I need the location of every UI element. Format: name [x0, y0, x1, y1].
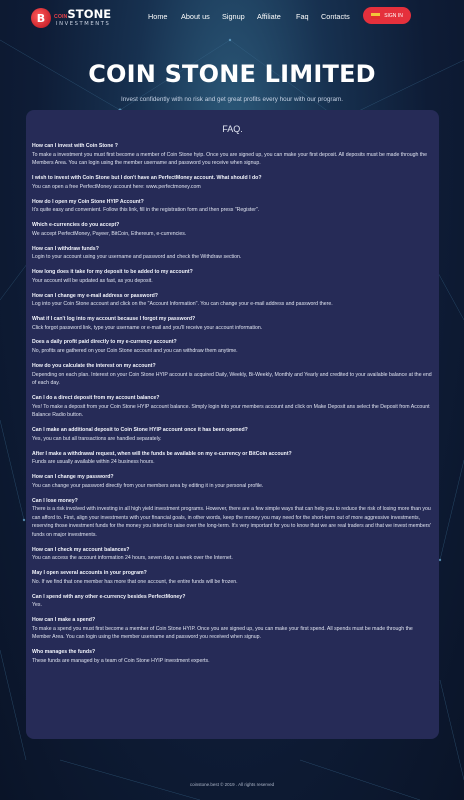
faq-question: Which e-currencies do you accept?: [32, 222, 120, 229]
faq-item: [32, 268, 433, 285]
faq-question: Can I spend with any other e-currency besides PerfectMoney?: [32, 593, 186, 600]
top-navigation: [0, 0, 464, 32]
nav-contacts-link[interactable]: Contacts: [321, 12, 350, 21]
faq-answer: Log into your Coin Stone account and click on the "Account Information". You can change your e-mail address and password there.: [32, 301, 333, 308]
faq-item: [32, 450, 433, 467]
faq-question: Does a daily profit paid directly to my e-currency account?: [32, 339, 177, 346]
faq-item: [32, 338, 433, 355]
faq-answer: You can change your password directly from your members area by editing it in your personal profile.: [32, 482, 264, 489]
faq-question: Can I make an additional deposit to Coin Stone HYIP account once it has been opened?: [32, 427, 248, 434]
nav-affiliate-link[interactable]: Affiliate: [257, 12, 281, 21]
faq-item: [32, 593, 433, 610]
faq-question: How can I make a spend?: [32, 617, 96, 624]
faq-answer: To make a investment you must first become a member of Coin Stone hyip. Once you are signed up, you can make your first deposit. All deposits must be made through the Members Area. You can login using the member username and password you receive when signup.: [32, 151, 428, 167]
faq-item: [32, 292, 433, 309]
faq-question: What if I can't log into my account because I forgot my password?: [32, 315, 196, 322]
faq-answer-text: You can open a free PerfectMoney account here: www.perfectmoney.com: [32, 183, 201, 190]
faq-answer: Yes.: [32, 602, 42, 609]
faq-answer: Depending on each plan. Interest on your Coin Stone HYIP account is acquired Daily, Weekly, Bi-Weekly, Monthly and Yearly and credited to your available balance at the end of each day.: [32, 371, 432, 387]
faq-answer: [32, 183, 433, 192]
faq-question: How do I open my Coin Stone HYIP Account?: [32, 198, 144, 205]
nav-about-link[interactable]: About us: [181, 12, 210, 21]
faq-answer: Yes! To make a deposit from your Coin Stone HYIP account balance. Simply login into your members account and click on Make Deposit ans select the Deposit from Account Balance Radio button.: [32, 403, 430, 419]
faq-item: [32, 497, 433, 540]
faq-item: [32, 546, 433, 563]
faq-question: How can I invest with Coin Stone ?: [32, 143, 118, 149]
brand-logo[interactable]: [31, 6, 121, 30]
faq-question: How can I change my e-mail address or password?: [32, 292, 158, 299]
faq-answer: No. If we find that one member has more that one account, the entire funds will be frozen.: [32, 578, 238, 585]
faq-answer: We accept PerfectMoney, Payeer, BitCoin, Ethereum, e-currencies.: [32, 230, 187, 237]
faq-item: [32, 221, 433, 238]
sign-in-label: SIGN IN: [384, 12, 403, 19]
faq-item: [32, 648, 433, 665]
faq-answer: No, profits are gathered on your Coin Stone account and you can withdraw them anytime.: [32, 348, 238, 355]
footer-copyright: coinstone.best © 2019 . All rights reserved: [189, 782, 275, 787]
faq-question: May I open several accounts in your program?: [32, 570, 147, 577]
faq-answer: To make a spend you must first become a member of Coin Stone HYIP. Once you are signed up, you can make your first spend. All spends must be made through the Member Area. You can login using the member username and password you received when signup.: [32, 625, 413, 641]
faq-panel: [26, 110, 439, 739]
faq-item: [32, 174, 433, 191]
brand-tagline: INVESTMENTS: [56, 21, 111, 27]
faq-answer: It's quite easy and convenient. Follow this link, fill in the registration form and then press "Register".: [32, 207, 260, 214]
faq-question: Can I lose money?: [32, 497, 78, 504]
nav-home-link[interactable]: Home: [148, 12, 168, 21]
faq-answer: You can access the account information 24 hours, seven days a week over the Internet.: [32, 555, 233, 562]
faq-item: [32, 142, 433, 168]
faq-item: [32, 426, 433, 443]
faq-item: [32, 245, 433, 262]
faq-question: How can I withdraw funds?: [32, 245, 99, 252]
page-subtitle: Invest confidently with no risk and get great profits every hour with our program.: [121, 96, 343, 103]
sign-in-button[interactable]: [363, 7, 411, 24]
coin-logo-icon: B: [31, 8, 51, 28]
faq-question: I wish to invest with Coin Stone but I don't have an PerfectMoney account. What should I do?: [32, 175, 262, 182]
faq-question: Can I do a direct deposit from my account balance?: [32, 395, 160, 402]
faq-answer: These funds are managed by a team of Coin Stone HYIP investment experts.: [32, 657, 210, 664]
faq-answer: Your account will be updated as fast, as you deposit.: [32, 277, 153, 284]
language-flag-icon[interactable]: [371, 13, 380, 19]
faq-answer: Funds are usually available within 24 business hours.: [32, 459, 155, 466]
faq-answer: Login to your account using your username and password and check the Withdraw section.: [32, 254, 242, 261]
faq-item: [32, 198, 433, 215]
faq-question: How can I change my password?: [32, 474, 114, 481]
faq-item: [32, 362, 433, 388]
faq-item: [32, 394, 433, 420]
faq-answer: Click forgot password link, type your username or e-mail and you'll receive your account information.: [32, 324, 263, 331]
faq-item: [32, 315, 433, 332]
faq-question: How do you calculate the interest on my account?: [32, 362, 156, 369]
faq-question: After I make a withdrawal request, when will the funds be available on my e-currency or BitCoin account?: [32, 450, 292, 457]
faq-item: [32, 616, 433, 642]
faq-heading: FAQ.: [222, 124, 243, 134]
nav-faq-link[interactable]: Faq: [296, 12, 309, 21]
faq-question: How long does it take for my deposit to be added to my account?: [32, 269, 193, 276]
faq-item: [32, 569, 433, 586]
faq-question: Who manages the funds?: [32, 649, 96, 656]
faq-answer: Yes, you can but all transactions are handled separately.: [32, 435, 162, 442]
nav-signup-link[interactable]: Signup: [222, 12, 245, 21]
brand-name: COINSTONE: [54, 7, 112, 21]
faq-answer: There is a risk involved with investing in all high yield investment programs. However, there are a few simple ways that can help you to reduce the risk of losing more than you can afford to. First, align your investments with your financial goals, in other words, keep the money you may need for the short-term out of more aggressive investments, reserving those investment funds for the money you intend to raise over the long-term. It's very important for you to know that we are real traders and that we invest members' funds on major investments.: [32, 506, 432, 538]
faq-question: How can I check my account balances?: [32, 546, 130, 553]
faq-item: [32, 473, 433, 490]
page-title: COIN STONE LIMITED: [88, 60, 376, 88]
